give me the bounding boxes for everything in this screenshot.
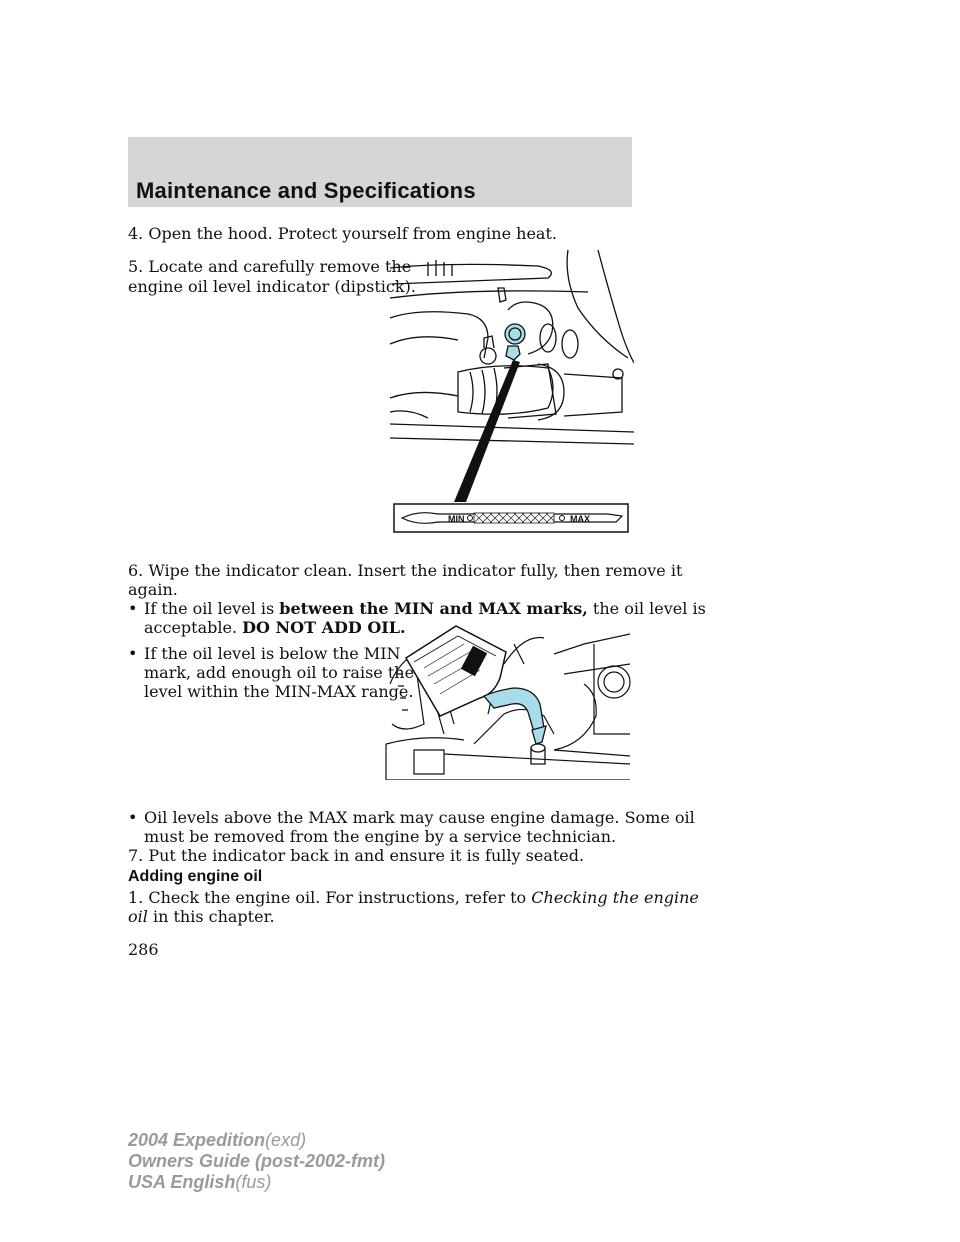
footer-line1: 2004 Expedition(exd) xyxy=(128,1130,307,1150)
dipstick-gauge xyxy=(394,504,628,532)
adding-oil-illustration xyxy=(384,624,632,780)
step-4-text: 4. Open the hood. Protect yourself from engine heat. xyxy=(128,224,557,243)
dipstick-min-label: MIN xyxy=(448,514,465,524)
step-6-line2: again. xyxy=(128,580,178,599)
bullet-2-line1: If the oil level is below the MIN xyxy=(144,644,401,663)
footer-line3: USA English(fus) xyxy=(128,1172,272,1192)
dipstick-location-illustration xyxy=(388,248,634,534)
adding-step-1-line1: 1. Check the engine oil. For instructions, refer to Checking the engine xyxy=(128,888,699,907)
page-title: Maintenance and Specifications xyxy=(136,178,476,203)
step-6-line1: 6. Wipe the indicator clean. Insert the indicator fully, then remove it xyxy=(128,561,683,580)
bullet-2-line3: level within the MIN-MAX range. xyxy=(144,682,414,701)
bullet-1-marker: • xyxy=(128,599,138,618)
step-7-text: 7. Put the indicator back in and ensure it is fully seated. xyxy=(128,846,585,865)
adding-step-1-line2: oil in this chapter. xyxy=(128,907,275,926)
oil-bottle xyxy=(406,626,546,764)
footer-line2: Owners Guide (post-2002-fmt) xyxy=(128,1151,386,1171)
bullet-3-line1: Oil levels above the MAX mark may cause engine damage. Some oil xyxy=(144,808,695,827)
bullet-2-marker: • xyxy=(128,644,138,663)
bullet-1-line1: If the oil level is between the MIN and MAX marks, the oil level is xyxy=(144,599,706,618)
bullet-3-marker: • xyxy=(128,808,138,827)
step-5-line2: engine oil level indicator (dipstick). xyxy=(128,277,416,296)
step-5-line1: 5. Locate and carefully remove the xyxy=(128,257,412,276)
bullet-3-line2: must be removed from the engine by a service technician. xyxy=(144,827,617,846)
page-number: 286 xyxy=(128,940,159,959)
adding-engine-oil-heading: Adding engine oil xyxy=(128,868,263,885)
bullet-1-line2: acceptable. DO NOT ADD OIL. xyxy=(144,618,406,637)
dipstick-max-label: MAX xyxy=(570,514,590,524)
bullet-2-line2: mark, add enough oil to raise the xyxy=(144,663,415,682)
